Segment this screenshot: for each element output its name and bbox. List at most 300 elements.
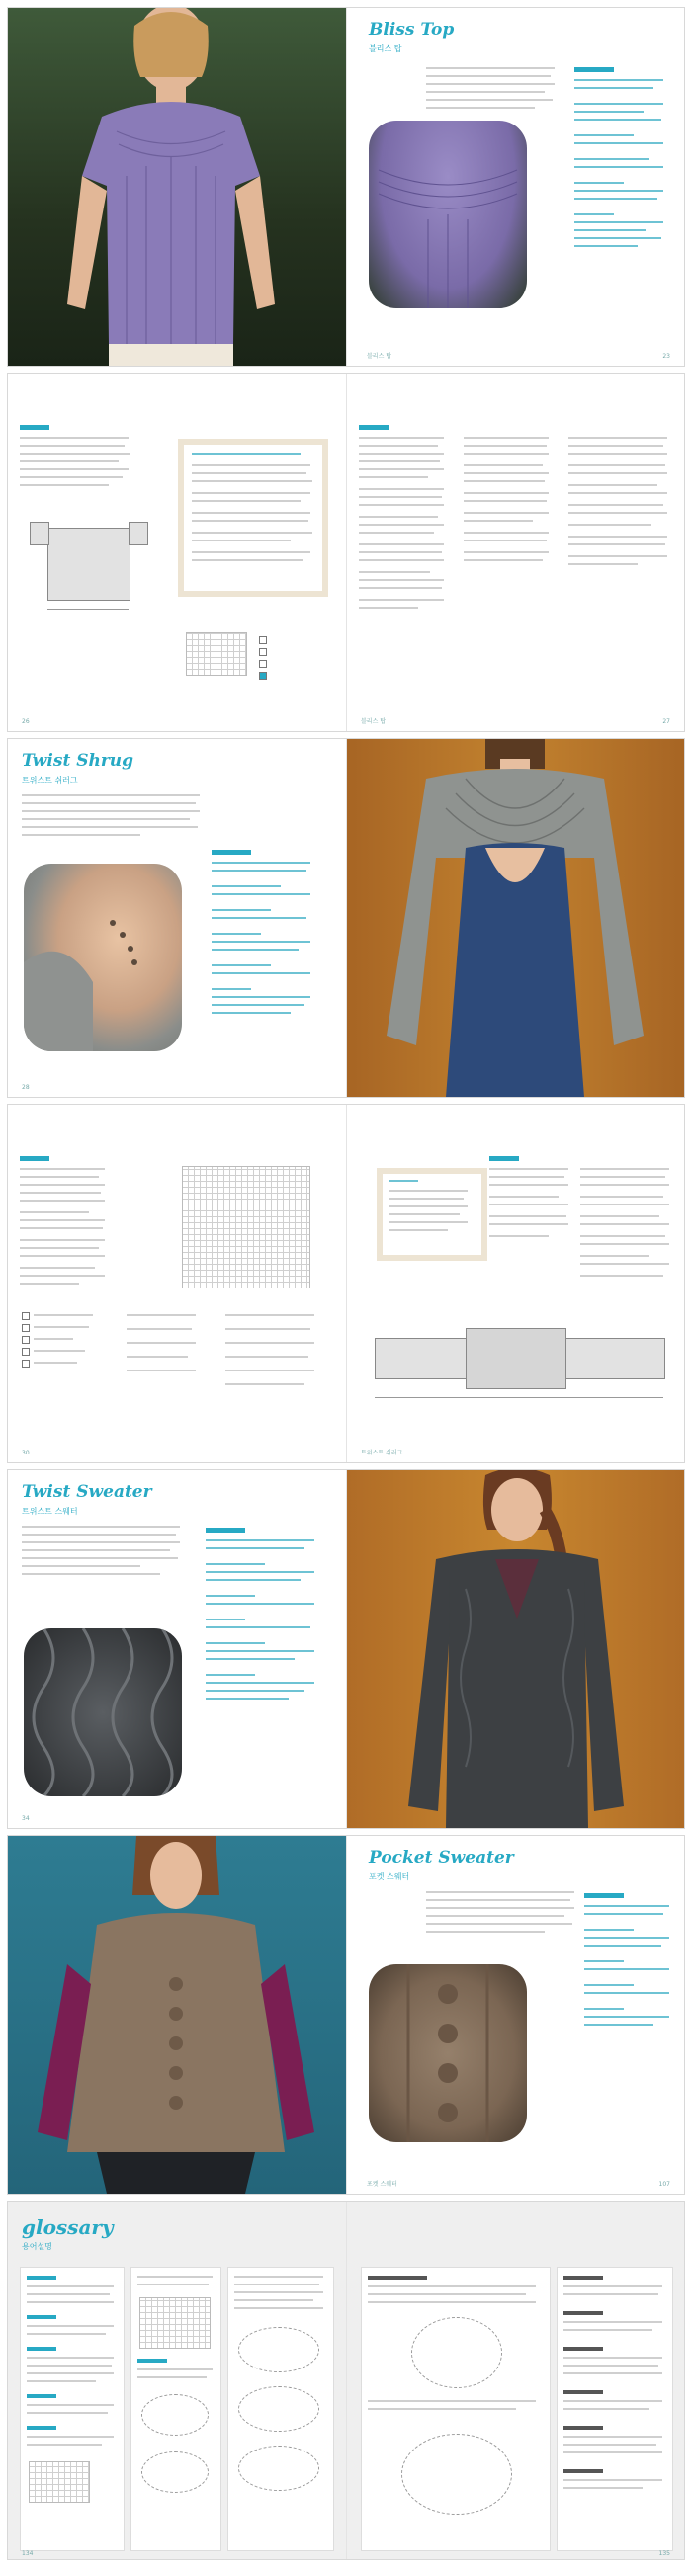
info-heading — [584, 1893, 624, 1898]
info-line — [574, 158, 649, 160]
stitch-illustration — [141, 2451, 209, 2493]
info-line — [206, 1690, 304, 1692]
footer-title: 포켓 스웨터 — [367, 2181, 397, 2188]
shrug-model-illustration — [347, 739, 684, 1097]
info-line — [212, 964, 271, 966]
intro-text-line — [426, 107, 535, 109]
term-line — [27, 2325, 114, 2327]
text-line — [359, 532, 434, 534]
page-left — [8, 1470, 346, 1828]
stitch-chart — [182, 1166, 310, 1288]
text-line — [568, 512, 667, 514]
text-line — [359, 524, 444, 526]
text-line — [489, 1184, 568, 1186]
text-line — [20, 1227, 103, 1229]
term-line — [27, 2293, 110, 2295]
info-line — [584, 1984, 634, 1986]
intro-text-line — [426, 1899, 570, 1901]
text-line — [464, 532, 549, 534]
info-line — [212, 909, 271, 911]
garment-schematic-sleeve — [129, 522, 148, 545]
intro-text-line — [22, 810, 200, 812]
info-line — [206, 1563, 265, 1565]
term-line — [27, 2333, 106, 2335]
page-right — [347, 739, 684, 1097]
lace-yoke-illustration — [369, 121, 527, 308]
text-line — [464, 492, 549, 494]
info-line — [212, 949, 299, 951]
text-line — [20, 1200, 105, 1202]
term-line — [563, 2293, 658, 2295]
info-line — [574, 237, 661, 239]
twist-sweater-detail-photo — [24, 1628, 182, 1796]
dimension-line — [375, 1397, 663, 1398]
legend-key — [22, 1348, 30, 1356]
intro-text-line — [22, 1534, 176, 1536]
text-line — [489, 1235, 549, 1237]
text-line — [20, 453, 130, 455]
text-line — [20, 468, 129, 470]
note-box — [178, 439, 328, 597]
spread-twist-sweater — [8, 1470, 684, 1828]
term-heading — [563, 2347, 603, 2351]
intro-text-line — [426, 83, 555, 85]
page-right — [347, 374, 684, 731]
term-line — [563, 2365, 658, 2367]
legend-text — [225, 1314, 314, 1316]
page-left — [8, 739, 346, 1097]
term-line — [563, 2321, 662, 2323]
legend-text — [34, 1338, 73, 1340]
legend-key — [259, 672, 267, 680]
text-line — [568, 437, 667, 439]
intro-text-line — [22, 818, 190, 820]
glossary-column — [361, 2267, 551, 2551]
term-line — [234, 2284, 319, 2285]
intro-text-line — [426, 1891, 574, 1893]
term-heading — [563, 2276, 603, 2280]
legend-key — [259, 636, 267, 644]
pattern-subtitle: 트위스트 스웨터 — [22, 1507, 78, 1516]
stitch-illustration — [401, 2434, 512, 2515]
legend-text — [127, 1370, 196, 1371]
note-line — [389, 1198, 464, 1200]
note-box — [377, 1168, 487, 1261]
info-line — [574, 87, 653, 89]
note-line — [192, 464, 310, 466]
info-line — [206, 1579, 301, 1581]
text-line — [20, 1239, 105, 1241]
term-line — [27, 2365, 112, 2367]
note-line — [192, 453, 301, 455]
text-line — [20, 1267, 95, 1269]
info-line — [574, 119, 661, 121]
pocket-model-illustration — [8, 1836, 346, 2194]
bobble-detail-illustration — [369, 1964, 527, 2142]
text-line — [489, 1204, 568, 1205]
legend-text — [225, 1356, 308, 1358]
garment-schematic-sleeve — [30, 522, 49, 545]
text-line — [580, 1176, 665, 1178]
glossary-subtitle: 용어설명 — [22, 2242, 52, 2251]
term-heading — [563, 2390, 603, 2394]
info-line — [574, 166, 663, 168]
text-line — [568, 492, 667, 494]
term-line — [27, 2372, 114, 2374]
pattern-subtitle: 포켓 스웨터 — [369, 1872, 410, 1881]
info-heading — [574, 67, 614, 72]
info-line — [212, 917, 306, 919]
intro-text-line — [426, 1923, 572, 1925]
cable-detail-illustration — [24, 1628, 182, 1796]
info-line — [574, 111, 644, 113]
text-line — [359, 453, 444, 455]
info-line — [584, 2016, 669, 2018]
footer-title: 트위스트 쉬러그 — [361, 1450, 403, 1456]
text-line — [464, 559, 543, 561]
legend-key — [259, 648, 267, 656]
text-line — [20, 1211, 89, 1213]
pocket-sweater-detail-photo — [369, 1964, 527, 2142]
page-right — [347, 1470, 684, 1828]
glossary-column — [130, 2267, 221, 2551]
text-line — [20, 437, 129, 439]
legend-text — [225, 1383, 304, 1385]
info-line — [206, 1650, 314, 1652]
shrug-detail-illustration — [24, 864, 182, 1051]
text-line — [464, 480, 545, 482]
spread-pocket-sweater — [8, 1836, 684, 2194]
text-line — [359, 504, 444, 506]
text-line — [464, 500, 547, 502]
page-right — [347, 2202, 684, 2559]
page-left — [8, 1105, 346, 1462]
page-number: 28 — [22, 1084, 30, 1091]
text-line — [359, 579, 444, 581]
pattern-title: Pocket Sweater — [369, 1848, 514, 1868]
term-line — [27, 2404, 114, 2406]
info-line — [206, 1642, 265, 1644]
info-line — [206, 1682, 314, 1684]
stitch-illustration — [141, 2394, 209, 2436]
text-line — [359, 460, 440, 462]
info-line — [574, 221, 663, 223]
text-line — [580, 1204, 669, 1205]
info-line — [574, 79, 663, 81]
info-line — [212, 885, 281, 887]
intro-text-line — [426, 1931, 545, 1933]
term-line — [563, 2285, 662, 2287]
page-right — [347, 1836, 684, 2194]
page-number: 135 — [658, 2550, 670, 2557]
intro-text-line — [22, 1541, 180, 1543]
info-line — [574, 190, 663, 192]
intro-text-line — [426, 75, 551, 77]
text-line — [359, 571, 430, 573]
info-line — [574, 245, 638, 247]
legend-key — [22, 1324, 30, 1332]
term-line — [563, 2372, 662, 2374]
glossary-column — [227, 2267, 334, 2551]
info-line — [584, 2008, 624, 2010]
text-line — [359, 437, 444, 439]
info-line — [584, 1992, 669, 1994]
legend-text — [34, 1314, 93, 1316]
term-line — [563, 2479, 662, 2481]
stitch-illustration — [238, 2386, 319, 2432]
term-line — [27, 2380, 96, 2382]
text-line — [580, 1275, 663, 1277]
info-line — [212, 941, 310, 943]
legend-text — [127, 1328, 192, 1330]
intro-text-line — [22, 1565, 140, 1567]
garment-schematic — [47, 528, 130, 601]
page-left — [8, 8, 346, 366]
page-number: 134 — [22, 2550, 34, 2557]
text-line — [580, 1184, 669, 1186]
info-line — [584, 1960, 624, 1962]
text-line — [20, 484, 109, 486]
intro-text-line — [426, 1907, 574, 1909]
text-line — [20, 1168, 105, 1170]
info-line — [584, 1929, 634, 1931]
stitch-illustration — [238, 2446, 319, 2491]
text-line — [20, 1275, 105, 1277]
text-line — [464, 445, 547, 447]
info-line — [212, 1012, 291, 1014]
page-left — [8, 2202, 346, 2559]
text-line — [359, 587, 442, 589]
glossary-chart — [139, 2297, 211, 2349]
text-line — [489, 1223, 568, 1225]
info-line — [574, 103, 663, 105]
note-line — [192, 512, 310, 514]
twist-shrug-model-photo — [347, 739, 684, 1097]
text-line — [359, 559, 444, 561]
shrug-schematic-center — [466, 1328, 566, 1389]
legend-text — [127, 1356, 188, 1358]
spread-twist-shrug — [8, 739, 684, 1097]
text-line — [489, 1196, 559, 1198]
pattern-subtitle: 트위스트 쉬러그 — [22, 776, 78, 785]
bliss-top-illustration — [8, 8, 346, 366]
info-line — [206, 1619, 245, 1620]
info-line — [206, 1674, 255, 1676]
term-line — [234, 2307, 323, 2309]
page-number: 23 — [662, 353, 670, 360]
info-line — [574, 182, 624, 184]
term-line — [368, 2293, 526, 2295]
term-line — [27, 2285, 114, 2287]
intro-text-line — [22, 834, 140, 836]
term-line — [563, 2357, 662, 2359]
page-number: 26 — [22, 718, 30, 725]
info-line — [206, 1603, 314, 1605]
text-line — [568, 563, 638, 565]
info-line — [206, 1658, 295, 1660]
twist-shrug-detail-photo — [24, 864, 182, 1051]
intro-text-line — [22, 826, 198, 828]
text-line — [568, 445, 663, 447]
intro-text-line — [22, 1573, 160, 1575]
intro-text-line — [22, 802, 196, 804]
text-line — [568, 524, 651, 526]
text-line — [489, 1176, 564, 1178]
legend-key — [22, 1312, 30, 1320]
page-left — [8, 374, 346, 731]
term-heading — [368, 2276, 427, 2280]
legend-text — [225, 1342, 314, 1344]
term-line — [563, 2408, 649, 2410]
text-line — [20, 1184, 105, 1186]
spread-bliss-top — [8, 8, 684, 366]
footer-title: 블리스 탑 — [361, 718, 387, 725]
text-line — [359, 468, 444, 470]
text-line — [568, 543, 665, 545]
text-line — [489, 1168, 568, 1170]
pattern-subtitle: 블리스 탑 — [369, 44, 402, 53]
text-line — [20, 476, 123, 478]
dimension-line — [47, 609, 129, 610]
legend-text — [127, 1314, 196, 1316]
intro-text-line — [426, 67, 555, 69]
text-line — [359, 516, 438, 518]
term-heading — [563, 2426, 603, 2430]
term-heading — [563, 2311, 603, 2315]
info-line — [584, 1937, 669, 1939]
term-line — [563, 2444, 656, 2446]
term-line — [137, 2368, 213, 2370]
info-line — [574, 198, 657, 200]
info-line — [212, 870, 306, 872]
info-line — [206, 1547, 304, 1549]
spread-shrug-pattern — [8, 1105, 684, 1462]
note-line — [389, 1221, 468, 1223]
term-heading — [137, 2359, 167, 2363]
text-line — [20, 1255, 105, 1257]
intro-text-line — [426, 91, 545, 93]
section-heading — [489, 1156, 519, 1161]
page-number: 27 — [662, 718, 670, 725]
pattern-title: Twist Shrug — [22, 751, 134, 771]
glossary-column — [557, 2267, 673, 2551]
intro-text-line — [22, 794, 200, 796]
sweater-model-illustration — [347, 1470, 684, 1828]
info-line — [206, 1626, 310, 1628]
legend-text — [225, 1370, 314, 1371]
text-line — [359, 476, 428, 478]
stitch-illustration — [411, 2317, 502, 2388]
info-line — [206, 1698, 289, 1700]
text-line — [20, 445, 125, 447]
intro-text-line — [22, 1549, 170, 1551]
section-heading — [359, 425, 389, 430]
info-line — [574, 134, 634, 136]
note-line — [192, 472, 306, 474]
intro-text-line — [22, 1526, 180, 1528]
pocket-sweater-model-photo — [8, 1836, 346, 2194]
info-line — [206, 1539, 314, 1541]
text-line — [489, 1215, 566, 1217]
term-line — [563, 2487, 643, 2489]
note-line — [389, 1213, 460, 1215]
intro-text-line — [426, 99, 553, 101]
page-left — [8, 1836, 346, 2194]
term-heading — [27, 2276, 56, 2280]
info-line — [584, 1913, 663, 1915]
text-line — [359, 551, 442, 553]
text-line — [20, 1283, 79, 1285]
text-line — [580, 1255, 649, 1257]
text-line — [464, 472, 549, 474]
pattern-title: Bliss Top — [369, 20, 455, 40]
info-line — [574, 213, 614, 215]
info-heading — [212, 850, 251, 855]
legend-key — [22, 1336, 30, 1344]
legend-key — [259, 660, 267, 668]
term-line — [563, 2400, 662, 2402]
note-line — [389, 1190, 468, 1192]
term-line — [137, 2276, 213, 2278]
note-line — [389, 1205, 468, 1207]
text-line — [568, 464, 665, 466]
text-line — [359, 488, 444, 490]
term-line — [368, 2408, 516, 2410]
glossary-title: glossary — [22, 2215, 114, 2239]
term-line — [27, 2301, 114, 2303]
info-line — [212, 933, 261, 935]
bliss-top-model-photo — [8, 8, 346, 366]
legend-text — [34, 1350, 85, 1352]
term-heading — [563, 2469, 603, 2473]
info-line — [574, 142, 663, 144]
spread-bliss-pattern — [8, 374, 684, 731]
footer-title: 블리스 탑 — [367, 353, 392, 360]
text-line — [359, 445, 438, 447]
info-line — [574, 229, 646, 231]
page-number: 107 — [658, 2181, 670, 2188]
term-line — [27, 2412, 108, 2414]
legend-text — [34, 1326, 89, 1328]
text-line — [20, 460, 119, 462]
legend-text — [127, 1342, 196, 1344]
info-line — [584, 1968, 669, 1970]
section-heading — [20, 1156, 49, 1161]
text-line — [464, 464, 543, 466]
stitch-chart — [186, 632, 247, 676]
info-heading — [206, 1528, 245, 1533]
info-line — [206, 1595, 255, 1597]
text-line — [20, 1247, 99, 1249]
term-line — [368, 2301, 536, 2303]
note-line — [192, 520, 308, 522]
legend-text — [225, 1328, 310, 1330]
text-line — [580, 1243, 669, 1245]
intro-text-line — [426, 1915, 564, 1917]
note-line — [192, 559, 303, 561]
text-line — [580, 1235, 665, 1237]
term-heading — [27, 2315, 56, 2319]
text-line — [464, 540, 547, 541]
text-line — [568, 453, 667, 455]
text-line — [580, 1263, 669, 1265]
text-line — [464, 453, 549, 455]
info-line — [206, 1571, 314, 1573]
term-line — [563, 2436, 662, 2438]
text-line — [464, 551, 549, 553]
term-line — [234, 2299, 313, 2301]
text-line — [580, 1196, 663, 1198]
